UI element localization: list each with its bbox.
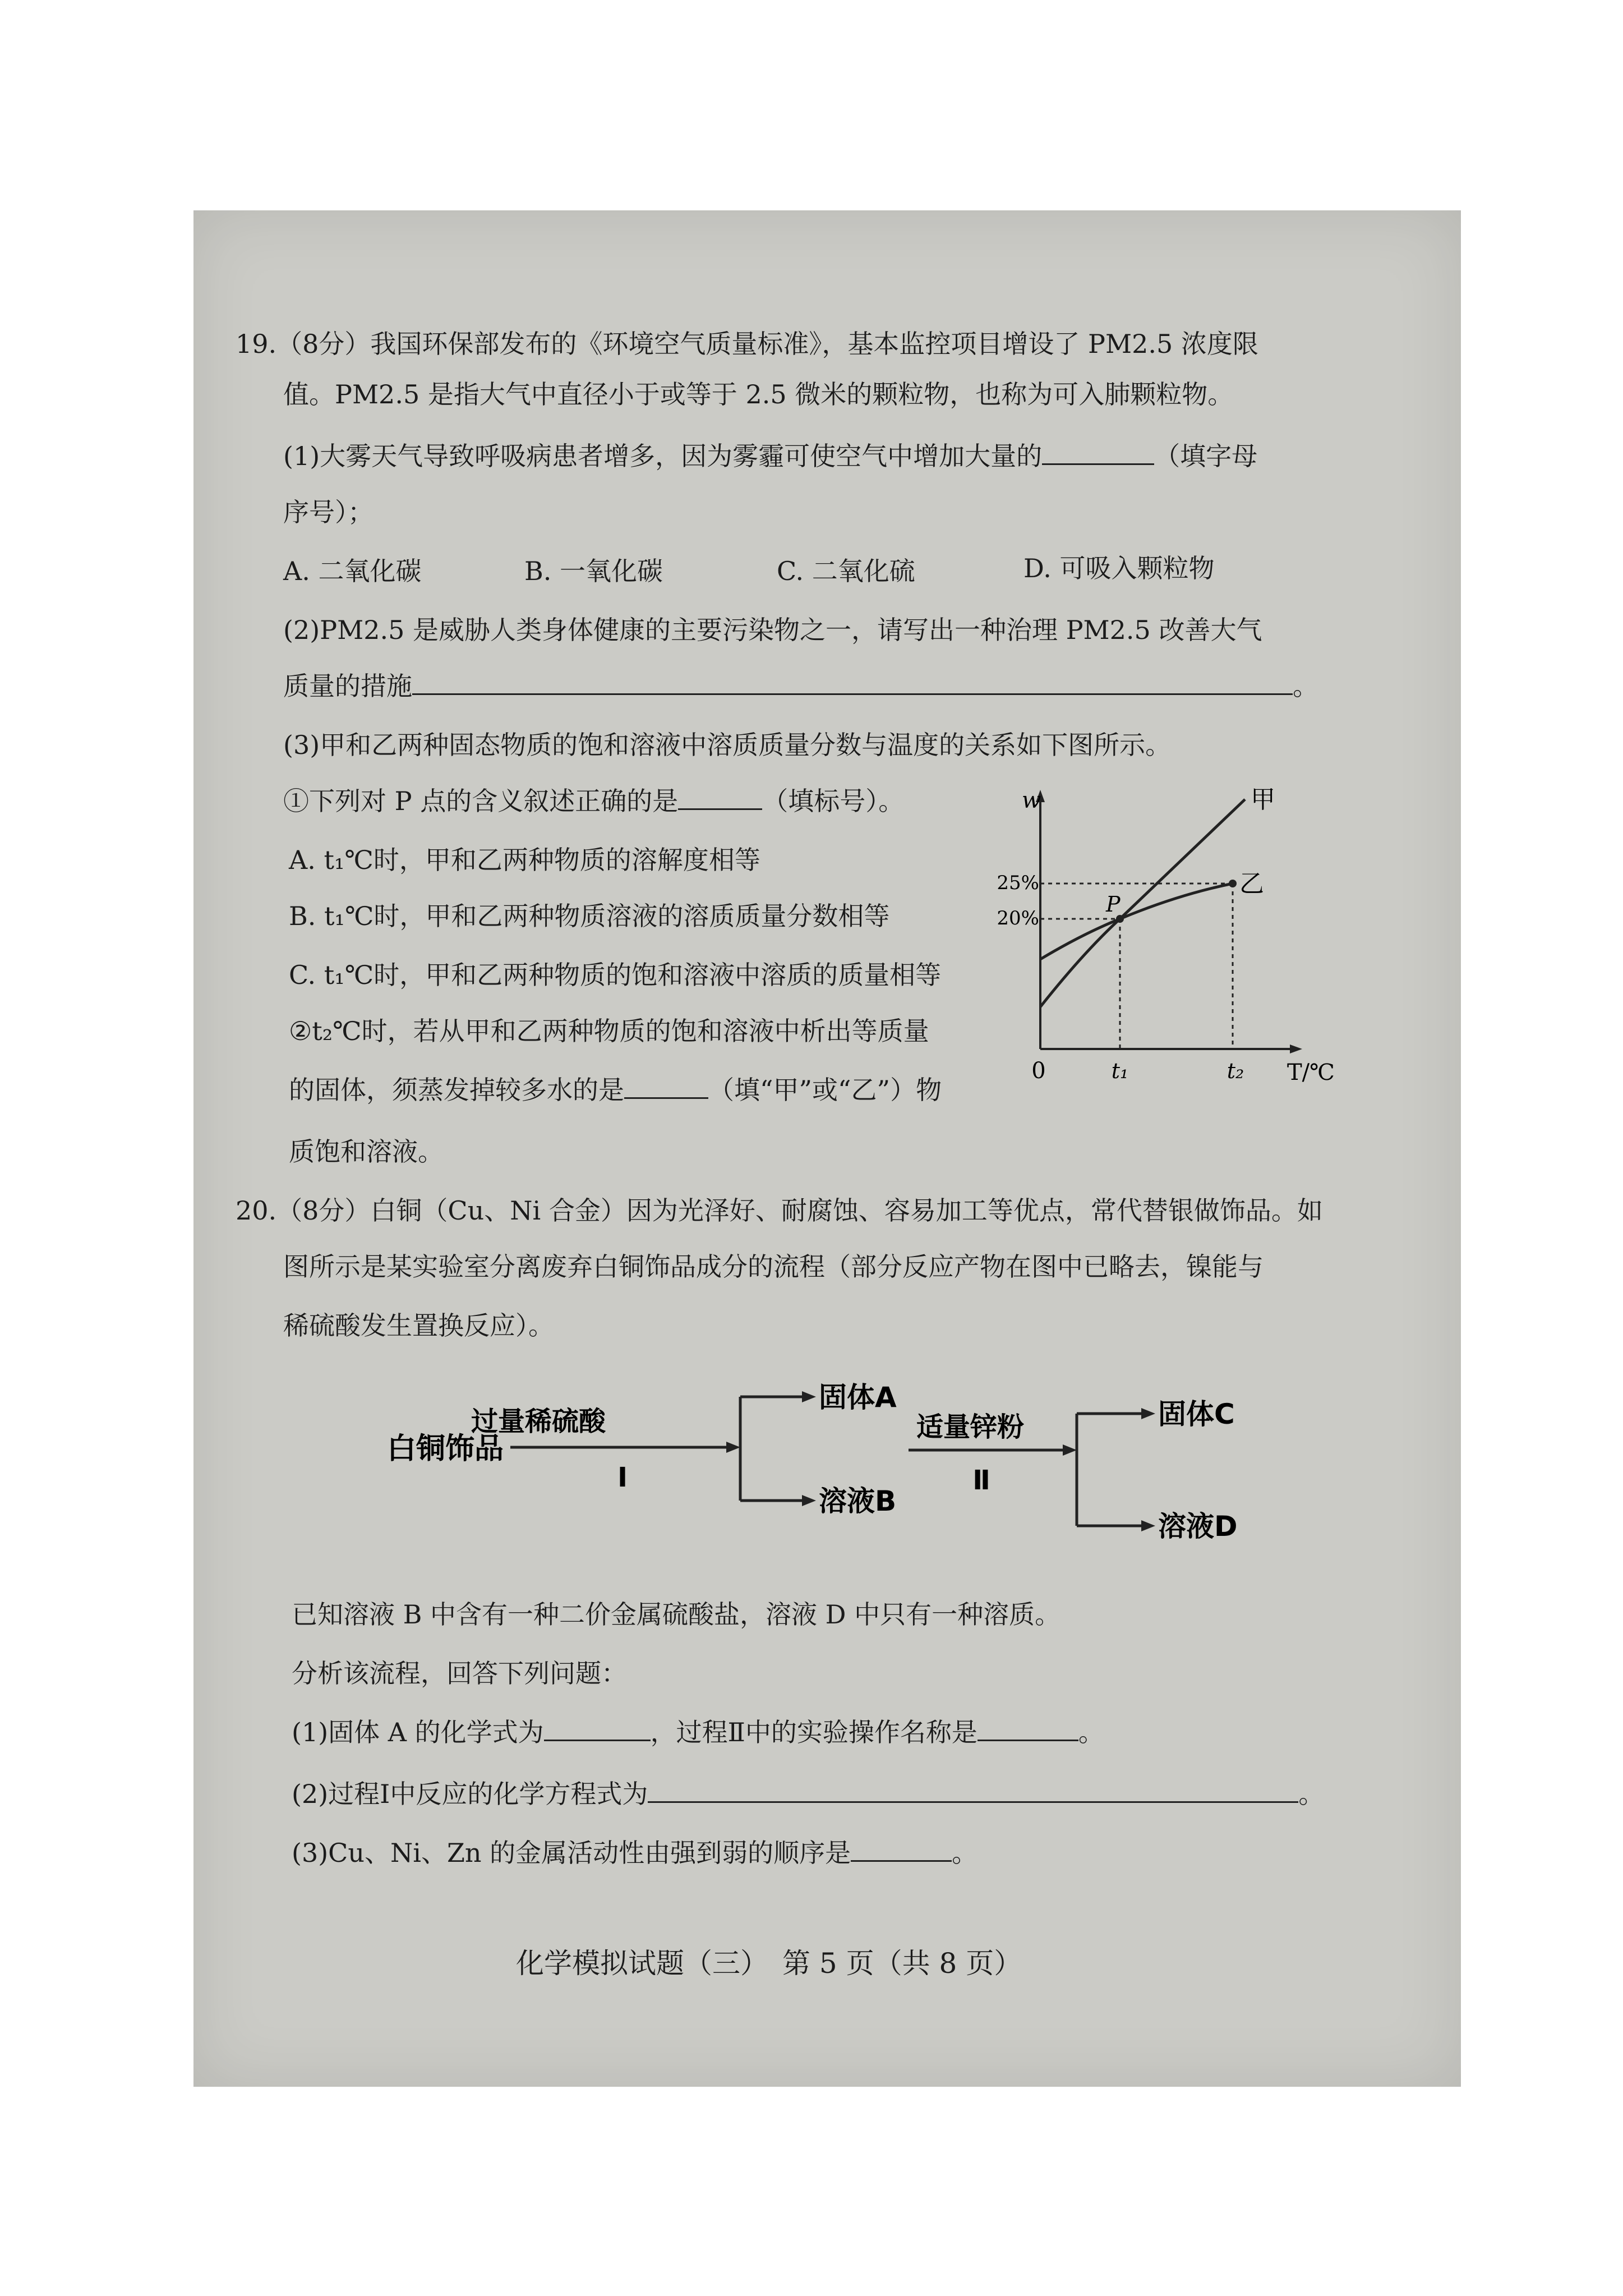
flow-branch2-top-head-icon: [1141, 1408, 1155, 1419]
flow-solid-c-label: 固体C: [1158, 1398, 1235, 1430]
series-jia-label: 甲: [1251, 785, 1275, 814]
flow-solid-a-label: 固体A: [819, 1381, 897, 1414]
separation-flow-diagram: [387, 1352, 1284, 1576]
q20-question2-blank: [648, 1801, 1298, 1803]
q19-sub2-blank: [624, 1097, 708, 1099]
q19-part1: [283, 443, 1257, 469]
flow-branch1-bottom-head-icon: [802, 1495, 816, 1506]
q20-line2: 图所示是某实验室分离废弃白铜饰品成分的流程（部分反应产物在图中已略去，镍能与: [283, 1251, 1264, 1282]
q20-question1: [292, 1719, 1104, 1745]
q19-sub1-text: ①下列对 P 点的含义叙述正确的是: [283, 786, 679, 816]
q19-line1: 19.（8分）我国环保部发布的《环境空气质量标准》，基本监控项目增设了 PM2.5 浓度限: [236, 329, 1258, 359]
q19-sub1-option-b: B. t₁℃时，甲和乙两种物质溶液的溶质质量分数相等: [289, 901, 890, 931]
q19-part2-cont: [283, 673, 1318, 699]
q19-part1-blank: [1042, 463, 1154, 465]
q19-part2-blank: [412, 693, 1293, 695]
y-tick-25: 25%: [997, 872, 1039, 894]
flow-solution-b-label: 溶液B: [819, 1485, 897, 1517]
x-axis-label: T/℃: [1287, 1060, 1335, 1085]
flow-reagent2-label: 适量锌粉: [916, 1411, 1025, 1443]
q19-sub2-text: 的固体，须蒸发掉较多水的是: [289, 1075, 624, 1105]
x-tick-t1: t₁: [1111, 1059, 1129, 1083]
q20-question2-end: 。: [1298, 1779, 1325, 1809]
q19-sub1-blank: [678, 808, 762, 810]
q19-sub2-cont: [289, 1077, 942, 1103]
flow-step2-label: Ⅱ: [972, 1465, 990, 1496]
q20-analyze: 分析该流程，回答下列问题：: [292, 1658, 627, 1688]
q19-part2-label: 质量的措施: [283, 671, 412, 701]
q19-line2: 值。PM2.5 是指大气中直径小于或等于 2.5 微米的颗粒物，也称为可入肺颗粒物。: [283, 379, 1234, 409]
flow-start-label: 白铜饰品: [387, 1432, 504, 1466]
flow-solution-d-label: 溶液D: [1158, 1510, 1238, 1543]
q20-question1-text2: ，过程Ⅱ中的实验操作名称是: [650, 1717, 978, 1747]
q19-part1-cont: 序号）；: [283, 497, 374, 527]
q19-sub1: [283, 788, 904, 814]
q20-question3-end: 。: [952, 1838, 978, 1868]
q20-question1-end: 。: [1078, 1717, 1104, 1747]
origin-label: 0: [1031, 1058, 1046, 1084]
flow-step1-label: Ⅰ: [617, 1462, 628, 1493]
q19-part2-end: 。: [1293, 671, 1318, 701]
q19-sub1-option-a: A. t₁℃时，甲和乙两种物质的溶解度相等: [289, 845, 760, 875]
q20-line3: 稀硫酸发生置换反应）。: [283, 1310, 554, 1341]
q19-part1-text: (1)大雾天气导致呼吸病患者增多，因为雾霾可使空气中增加大量的: [283, 441, 1043, 471]
solubility-chart: [997, 785, 1363, 1099]
q20-line1: 20.（8分）白铜（Cu、Ni 合金）因为光泽好、耐腐蚀、容易加工等优点，常代替银做饰品。如: [236, 1195, 1323, 1226]
x-axis-arrow-icon: [1290, 1045, 1302, 1053]
q19-option-a: A. 二氧化碳: [283, 556, 422, 586]
q20-question1-text: (1)固体 A 的化学式为: [292, 1717, 544, 1747]
q20-question3-text: (3)Cu、Ni、Zn 的金属活动性由强到弱的顺序是: [292, 1838, 851, 1868]
q20-question2-text: (2)过程Ⅰ中反应的化学方程式为: [292, 1779, 648, 1809]
q20-question2: [292, 1781, 1324, 1807]
q19-sub2-hint: （填“甲”或“乙”）物: [708, 1075, 942, 1105]
point-p-label: P: [1106, 892, 1121, 917]
q19-part3: (3)甲和乙两种固态物质的饱和溶液中溶质质量分数与温度的关系如下图所示。: [283, 730, 1172, 760]
y-axis-label: w: [1022, 788, 1041, 813]
flow-reagent1-label: 过量稀硫酸: [471, 1406, 606, 1437]
q19-option-c: C. 二氧化硫: [777, 556, 915, 586]
q19-part2: (2)PM2.5 是威胁人类身体健康的主要污染物之一，请写出一种治理 PM2.5 改善大气: [283, 615, 1262, 645]
q19-option-b: B. 一氧化碳: [524, 556, 663, 586]
series-yi-label: 乙: [1239, 869, 1264, 898]
q20-known: 已知溶液 B 中含有一种二价金属硫酸盐，溶液 D 中只有一种溶质。: [292, 1599, 1061, 1630]
q19-sub1-option-c: C. t₁℃时，甲和乙两种物质的饱和溶液中溶质的质量相等: [289, 960, 942, 990]
q19-sub2-end: 质饱和溶液。: [289, 1137, 444, 1167]
point-t2-marker: [1229, 880, 1237, 887]
q19-sub2: ②t₂℃时，若从甲和乙两种物质的饱和溶液中析出等质量: [289, 1016, 929, 1046]
flow-arrow2-head-icon: [1063, 1444, 1077, 1456]
flow-branch1-top-head-icon: [802, 1391, 816, 1402]
q20-question1-blank2: [978, 1739, 1078, 1741]
q20-question3-blank: [851, 1860, 952, 1862]
q20-question1-blank1: [544, 1739, 651, 1741]
q20-question3: [292, 1840, 978, 1866]
flow-branch2-bottom-head-icon: [1141, 1520, 1155, 1531]
q19-part1-hint: （填字母: [1154, 441, 1258, 471]
curve-yi: [1040, 884, 1233, 959]
y-tick-20: 20%: [997, 907, 1039, 930]
page-footer: 化学模拟试题（三） 第 5 页（共 8 页）: [516, 1947, 1022, 1980]
curve-jia: [1040, 799, 1245, 1007]
q19-option-d: D. 可吸入颗粒物: [1023, 553, 1215, 583]
q19-sub1-hint: （填标号）。: [762, 786, 905, 816]
flow-arrow1-head-icon: [726, 1442, 740, 1453]
x-tick-t2: t₂: [1227, 1059, 1244, 1083]
